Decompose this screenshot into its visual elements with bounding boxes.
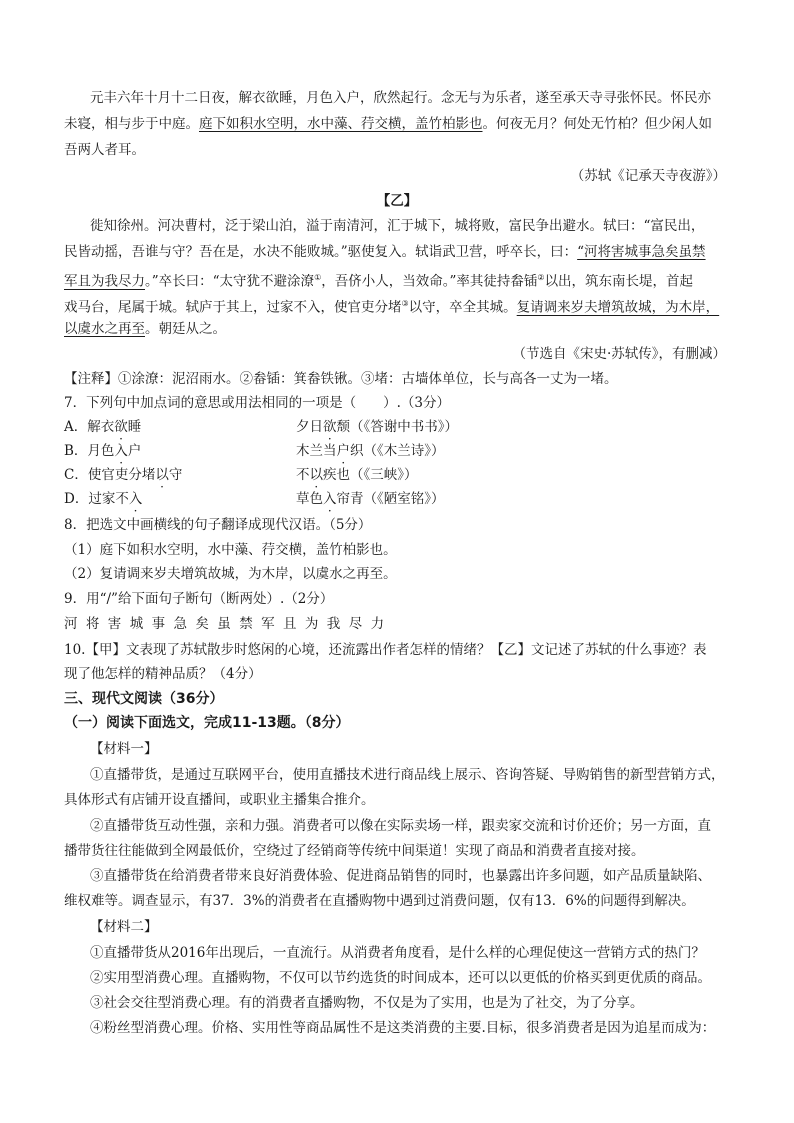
option-compare [296,489,445,509]
footnote-mark: ① [314,273,322,282]
yi-text: 。”卒长曰：“太守犹不避涂潦 [145,273,315,290]
dotted-word: 欲 [323,419,337,435]
annotation-note: 【注释】①涂潦：泥沼雨水。②畚锸：箕畚铁锹。③堵：古墙体单位，长与高各一丈为一堵。 [64,371,618,387]
jia-line-3: 吾两人者耳。 [64,142,145,158]
dotted-word: 入 [114,443,128,459]
q9-sentence: 河将害城事急矣虽禁军且为我尽力 [64,616,393,632]
dotted-word: 入 [323,491,337,507]
q7-option-d [64,489,445,509]
question-10-line-2: 现了他怎样的精神品质？（4分） [64,666,262,682]
yi-source: （节选自《宋史·苏轼传》，有删减） [512,346,726,362]
material-1-title: 【材料一】 [90,741,158,757]
question-8-stem: 8．把选文中画横线的句子翻译成现代汉语。（5分） [64,517,372,533]
compare-text: 木兰当 [296,443,337,459]
option-label: A． [64,419,88,435]
footnote-mark: ③ [401,299,409,308]
dotted-word: 入 [128,491,143,507]
compare-text: 颓（《答谢中书书》） [336,419,458,435]
m2-para-3: ③社会交往型消费心理。有的消费者直播购物，不仅是为了实用，也是为了社交，为了分享。 [90,995,644,1011]
dotted-word: 欲 [114,419,128,435]
yi-text: 以出，筑东南长堤，首起 [544,273,694,290]
dotted-word: 以 [155,467,169,483]
option-compare [296,441,445,461]
dotted-word: 户 [336,443,350,459]
yi-line-1: 徙知徐州。河决曹村，泛于梁山泊，溢于南清河，汇于城下，城将败，富民争出避水。轼曰：“富民出， [90,218,705,234]
q7-option-b [64,441,445,461]
compare-text: 不 [296,467,310,483]
q7-option-a [64,417,458,437]
yi-text: 民皆动摇，吾谁与守？吾在是，水决不能败城。”驱使复入。轼诣武卫营，呼卒长，曰： [64,244,578,260]
m2-para-1: ①直播带货从2016年出现后，一直流行。从消费者角度看，是什么样的心理促使这一营销方式的热门？ [90,945,705,961]
yi-line-5 [64,319,226,339]
yi-text: 戏马台，尾属于城。轼庐于其上，过家不入，使官吏分堵 [64,299,402,316]
m1-para-3: ③直播带货在给消费者带来良好消费体验、促进商品销售的同时，也暴露出许多问题，如产品质量缺陷、 [90,868,711,884]
option-compare [296,465,418,485]
material-2-title: 【材料二】 [90,919,158,935]
dotted-word: 以 [309,467,323,483]
m1-para-2-cont: 播带货往往能做到全网最低价，空绕过了经销商等传统中间渠道！实现了商品和消费者直接对接。 [64,843,645,859]
jia-text: 未寝，相与步于中庭。 [64,116,199,132]
yi-underlined-sentence: 复请调来岁夫增筑故城，为木岸， [516,299,720,316]
yi-text: ，吾侪小人，当效命。”率其徒持畚锸 [321,273,538,290]
question-10-line-1: 10.【甲】文表现了苏轼散步时悠闲的心境，还流露出作者怎样的情绪？【乙】文记述了苏轼的什么事迹？表 [64,642,707,658]
jia-line-2 [64,114,712,134]
option-text: 过家不 [88,491,129,507]
question-7-stem: 7．下列句中加点词的意思或用法相同的一项是（ ）.（3分） [64,395,450,411]
option-text: 解衣 [87,419,115,435]
yi-title: 【乙】 [376,193,418,209]
part-heading: （一）阅读下面选文，完成11-13题。（8分） [64,715,350,731]
m1-para-1-cont: 具体形式有店铺开设直播间，或职业主播集合推介。 [64,792,375,808]
q8-sentence-1: （1）庭下如积水空明，水中藻、荇交横，盖竹柏影也。 [64,542,397,558]
compare-text: 帘青（《陋室铭》） [336,491,445,507]
option-text: 月色 [87,443,115,459]
yi-line-2 [64,242,706,262]
option-text: 守 [168,467,183,483]
jia-source: （苏轼《记承天寺夜游》） [570,168,726,184]
option-label: D． [64,491,89,507]
yi-underlined-sentence: 以虞水之再至 [64,321,145,337]
option-text: 使官吏分堵 [87,467,156,483]
yi-line-3 [64,268,693,292]
compare-text: 夕日 [296,419,323,435]
yi-underlined-sentence: 军且为我尽力 [64,273,145,290]
option-text: 睡 [127,419,142,435]
q7-option-c [64,465,418,485]
yi-underlined-sentence: “河将害城事急矣虽禁 [577,244,706,260]
jia-text: 。何夜无月？何处无竹柏？但少闲人如 [482,116,712,132]
yi-text: 以守，卒全其城。 [408,299,517,316]
yi-line-4 [64,294,719,318]
question-9-stem: 9．用“/”给下面句子断句（断两处）.（2分） [64,591,334,607]
jia-underlined-sentence: 庭下如积水空明，水中藻、荇交横，盖竹柏影也 [199,116,483,132]
m2-para-2: ②实用型消费心理。直播购物，不仅可以节约选货的时间成本，还可以以更低的价格买到更优质的商品。 [90,970,711,986]
m2-para-4: ④粉丝型消费心理。价格、实用性等商品属性不是这类消费的主要.目标，很多消费者是因为追星而成为： [90,1020,716,1036]
jia-line-1: 元丰六年十月十二日夜，解衣欲睡，月色入户，欣然起行。念无与为乐者，遂至承天寺寻张怀民。怀民亦 [90,90,711,106]
footnote-mark: ② [537,273,545,282]
m1-para-1: ①直播带货，是通过互联网平台，使用直播技术进行商品线上展示、咨询答疑、导购销售的新型营销方式， [90,767,725,783]
option-label: B． [64,443,88,459]
q8-sentence-2: （2）复请调来岁夫增筑故城，为木岸，以虞水之再至。 [64,566,397,582]
m1-para-2: ②直播带货互动性强，亲和力强。消费者可以像在实际卖场一样，跟卖家交流和讨价还价；另一方面，直 [90,818,711,834]
option-text: 户 [127,443,142,459]
option-compare [296,417,458,437]
compare-text: 织（《木兰诗》） [350,443,445,459]
section-heading: 三、现代文阅读（36分） [64,691,224,707]
option-label: C． [64,467,88,483]
m1-para-3-cont: 维权难等。调查显示，有37．3%的消费者在直播购物中遇到过消费问题，仅有13．6%的问题得到解决。 [64,893,695,909]
compare-text: 疾也（《三峡》） [323,467,418,483]
yi-text: 。朝廷从之。 [145,321,226,337]
compare-text: 草色 [296,491,323,507]
